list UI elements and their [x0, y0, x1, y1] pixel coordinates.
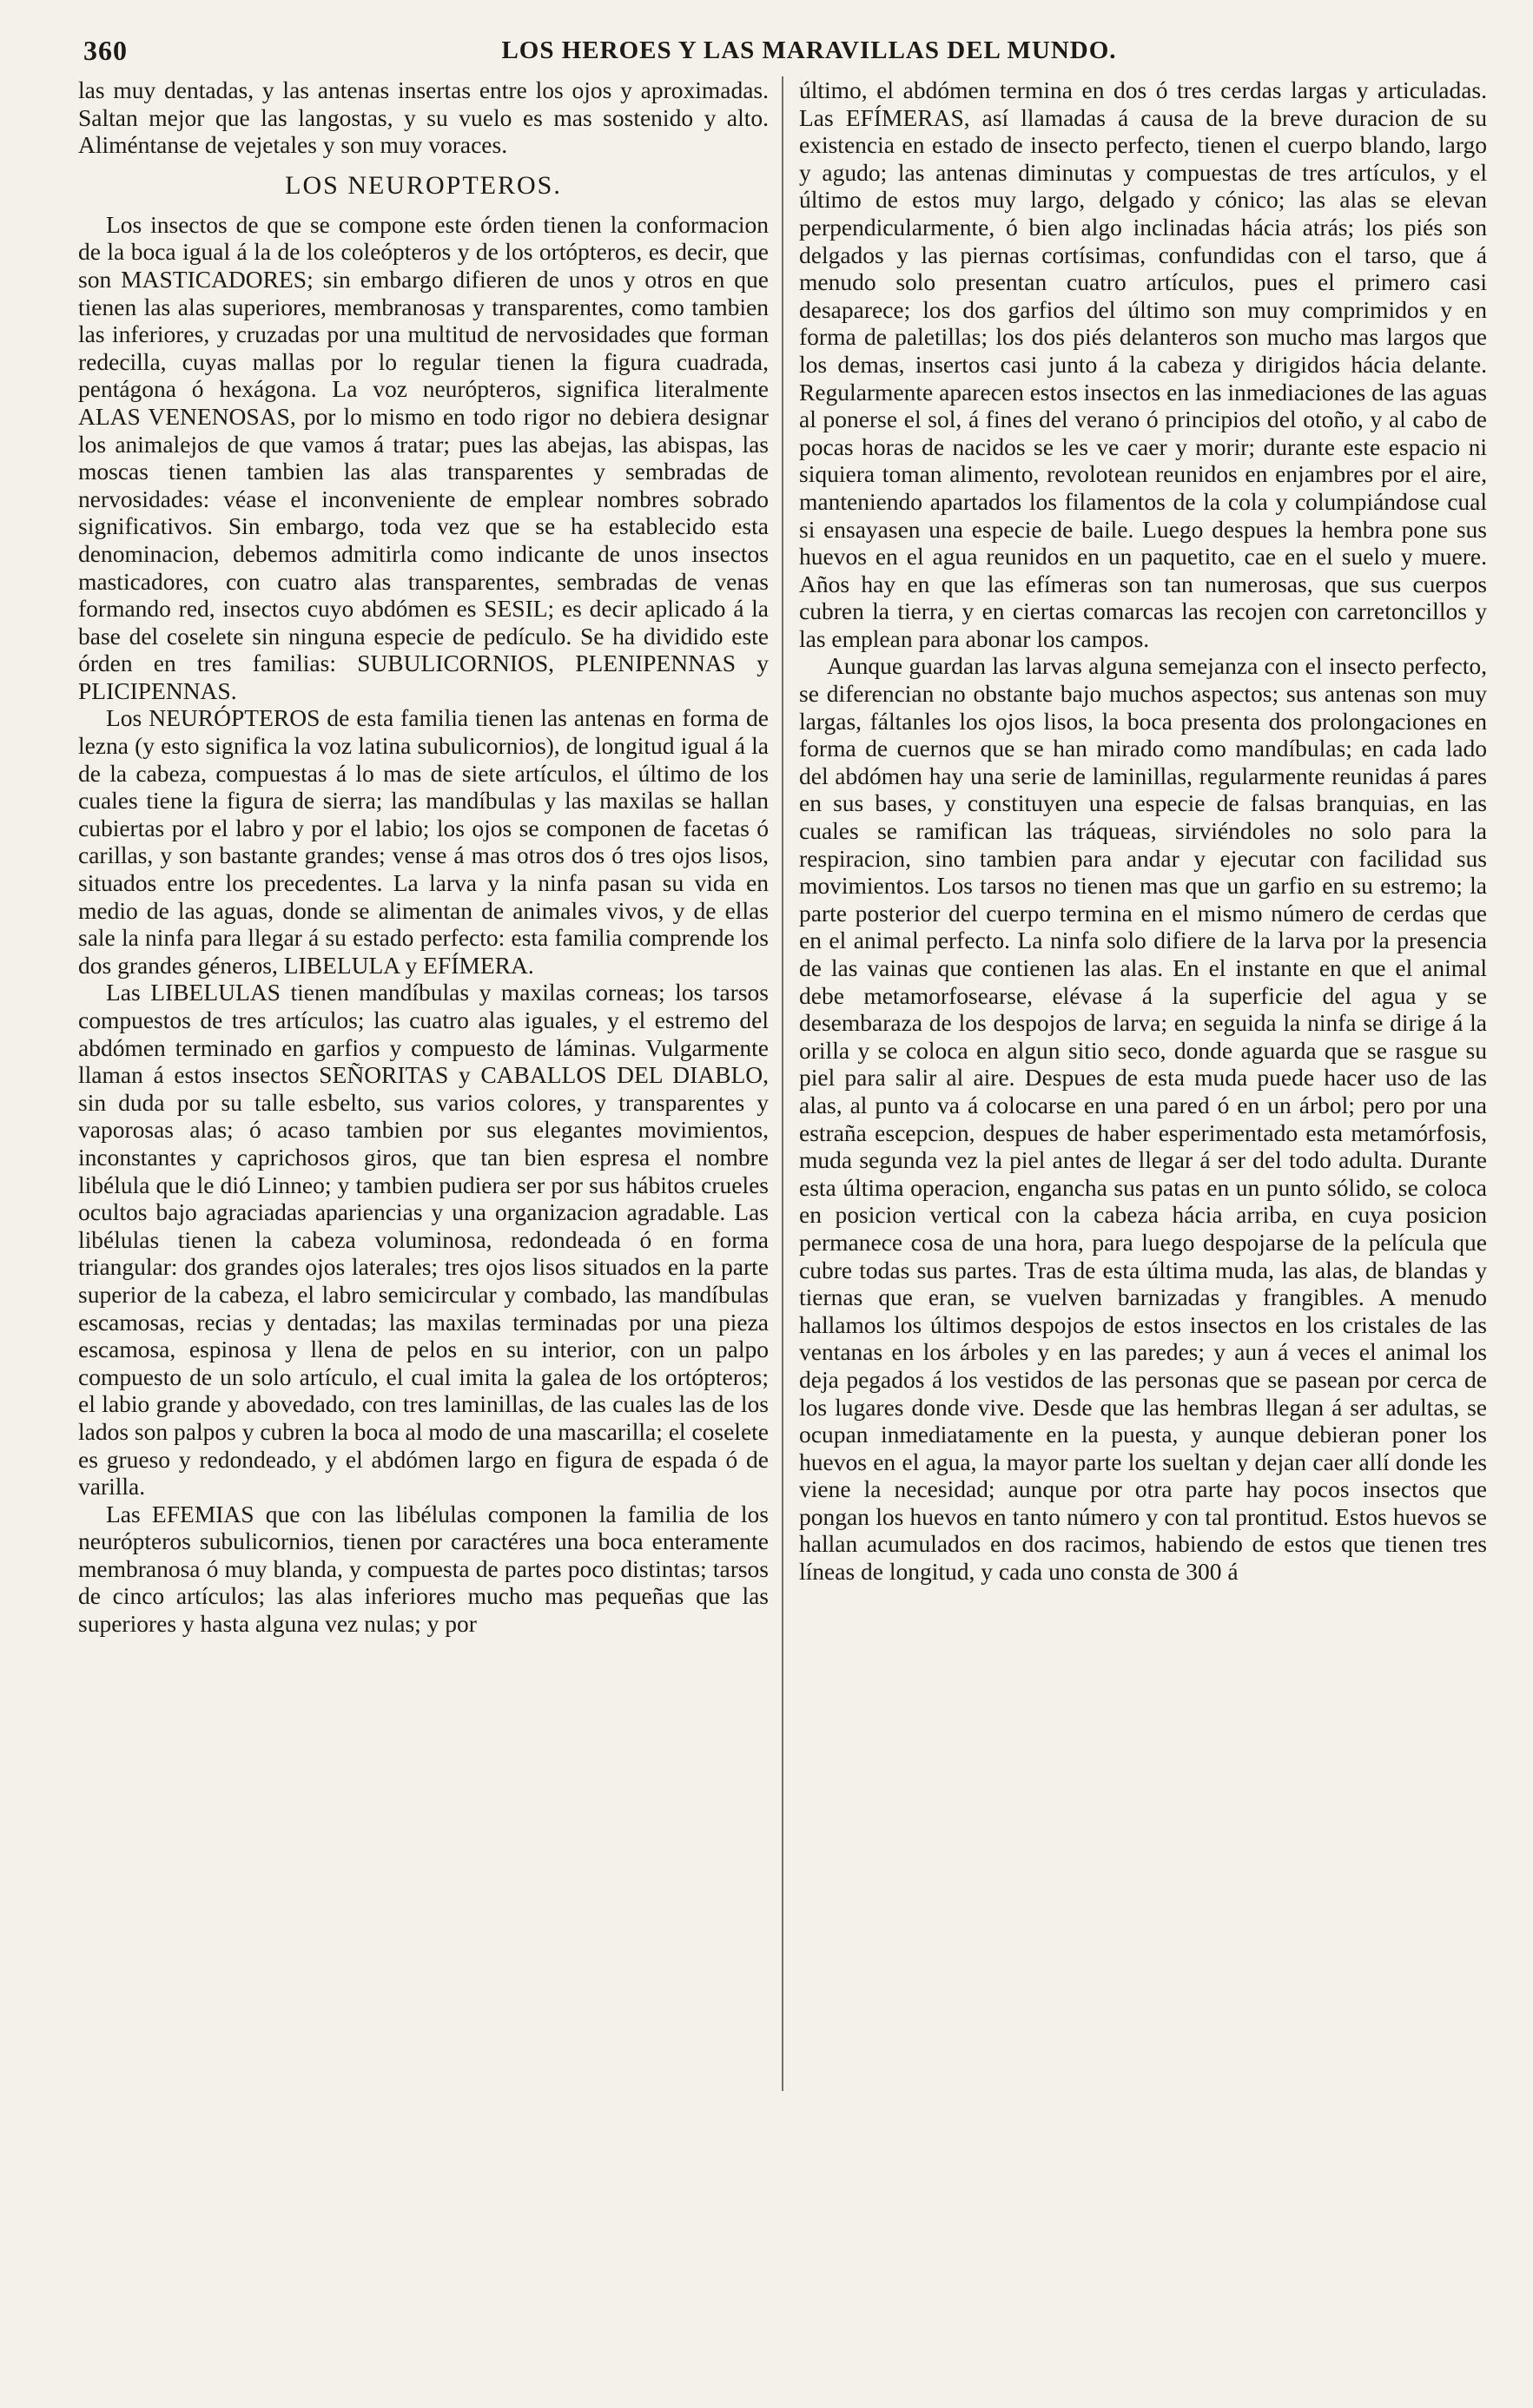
right-column: [799, 76, 1487, 2373]
left-column: [78, 76, 769, 2373]
paragraph-subulicornios: Los NEURÓPTEROS de esta familia tienen las antenas en forma de lezna (y esto significa la voz latina subulicornios), de longitud igual á la de la cabeza, compuestas á lo mas de siete artículos, el último de los cuales tiene la figura de sierra; las mandíbulas y las maxilas se hallan cubiertas por el labro y por el labio; los ojos se componen de facetas ó carillas, y son bastante grandes; vense á mas otros dos ó tres ojos lisos, situados entre los precedentes. La larva y la ninfa pasan su vida en medio de las aguas, donde se alimentan de animales vivos, y de ellas sale la ninfa para llegar á su estado perfecto: esta familia comprende los dos grandes géneros, LIBELULA y EFÍMERA.: [78, 704, 769, 979]
paragraph-libelulas: Las LIBELULAS tienen mandíbulas y maxilas corneas; los tarsos compuestos de tres artículos; las cuatro alas iguales, y el estremo del abdómen terminado en garfios y compuesto de láminas. Vulgarmente llaman á estos insectos SEÑORITAS y CABALLOS DEL DIABLO, sin duda por su talle esbelto, sus varios colores, y transparentes y vaporosas alas; ó acaso tambien por sus elegantes movimientos, inconstantes y caprichosos giros, que tan bien espresa el nombre libélula que le dió Linneo; y tambien pudiera ser por sus hábitos crueles ocultos bajo agraciadas apariencias y una organizacion agradable. Las libélulas tienen la cabeza voluminosa, redondeada ó en forma triangular: dos grandes ojos laterales; tres ojos lisos situados en la parte superior de la cabeza, el labro semicircular y combado, las mandíbulas escamosas, recias y dentadas; las maxilas terminadas por una pieza escamosa, espinosa y llena de pelos en su interior, con un palpo compuesto de un solo artículo, el cual imita la galea de los ortópteros; el labio grande y abovedado, con tres laminillas, de las cuales las de los lados son palpos y cubren la boca al modo de una mascarilla; el coselete es grueso y redondeado, y el abdómen largo en figura de espada ó de varilla.: [78, 979, 769, 1501]
paragraph-larvas: Aunque guardan las larvas alguna semejanza con el insecto perfecto, se diferencian no obstante bajo muchos aspectos; sus antenas son muy largas, fáltanles los ojos lisos, la boca presenta dos prolongaciones en forma de cuernos que se han mirado como mandíbulas; en cada lado del abdómen hay una serie de laminillas, regularmente reunidas á pares en sus bases, y constituyen una especie de falsas branquias, en las cuales se ramifican las tráqueas, sirviéndoles no solo para la respiracion, sino tambien para andar y ejecutar con facilidad sus movimientos. Los tarsos no tienen mas que un garfio en su estremo; la parte posterior del cuerpo termina en el mismo número de cerdas que en el animal perfecto. La ninfa solo difiere de la larva por la presencia de las vainas que contienen las alas. En el instante en que el animal debe metamorfosearse, elévase á la superficie del agua y se desembaraza de los despojos de larva; en seguida la ninfa se dirige á la orilla y se coloca en algun sitio seco, donde aguarda que se rasgue su piel para salir al aire. Despues de esta muda puede hacer uso de las alas, al punto va á colocarse en una pared ó en un árbol; pero por una estraña escepcion, despues de haber esperimentado esta metamórfosis, muda segunda vez la piel antes de llegar á ser del todo adulta. Durante esta última operacion, engancha sus patas en un punto sólido, se coloca en posicion vertical con la cabeza hácia arriba, en cuya posicion permanece cosa de una hora, para luego despojarse de la película que cubre todas sus partes. Tras de esta última muda, las alas, de blandas y tiernas que eran, se vuelven barnizadas y frangibles. A menudo hallamos los últimos despojos de estos insectos en los cristales de las ventanas en los árboles y en las paredes; y aun á veces el animal los deja pegados á los vestidos de las personas que se pasean por cerca de los lugares donde vive. Desde que las hembras llegan á ser adultas, se ocupan inmediatamente en la puesta, y aunque debieran poner los huevos en el agua, la mayor parte los sueltan y dejan caer allí donde les viene la necesidad; aunque por otra parte hay pocos insectos que pongan los huevos en tanto número y con tal prontitud. Estos huevos se hallan acumulados en dos racimos, habiendo de estos que tienen tres líneas de longitud, y cada uno consta de 300 á: [799, 652, 1487, 1586]
paragraph-neuropteros-intro: Los insectos de que se compone este órden tienen la conformacion de la boca igual á la de los coleópteros y de los ortópteros, es decir, que son MASTICADORES; sin embargo difieren de unos y otros en que tienen las alas superiores, membranosas y transparentes, como tambien las inferiores, y cruzadas por una multitud de nervosidades que forman redecilla, cuyas mallas por lo regular tienen la figura cuadrada, pentágona ó hexágona. La voz neurópteros, significa literalmente ALAS VENENOSAS, por lo mismo en todo rigor no debiera designar los animalejos de que vamos á tratar; pues las abejas, las abispas, las moscas tienen tambien las alas transparentes y sembradas de nervosidades: véase el inconveniente de emplear nombres sobrado significativos. Sin embargo, toda vez que se ha establecido esta denominacion, debemos admitirla como indicante de unos insectos masticadores, con cuatro alas transparentes, sembradas de venas formando red, insectos cuyo abdómen es SESIL; es decir aplicado á la base del coselete sin ninguna especie de pedículo. Se ha dividido este órden en tres familias: SUBULICORNIOS, PLENIPENNAS y PLICIPENNAS.: [78, 210, 769, 704]
paragraph-efimeras: último, el abdómen termina en dos ó tres cerdas largas y articuladas. Las EFÍMERAS, así llamadas á causa de la breve duracion de su existencia en estado de insecto perfecto, tienen el cuerpo blando, largo y agudo; las antenas diminutas y compuestas de tres artículos, y el último de estos muy largo, delgado y cónico; las alas se elevan perpendicularmente, ó bien algo inclinadas hácia atrás; los piés son delgados y las piernas cortísimas, confundidas con el tarso, que á menudo solo presentan cuatro artículos, pues el primero casi desaparece; los dos garfios del último son muy comprimidos y en forma de paletillas; los dos piés delanteros son mucho mas largos que los demas, insertos casi junto á la cabeza y dirigidos hácia delante. Regularmente aparecen estos insectos en las inmediaciones de las aguas al ponerse el sol, á fines del verano ó principios del otoño, y al cabo de pocas horas de nacidos se les ve caer y morir; durante este espacio ni siquiera toman alimento, revolotean reunidos en enjambres por el aire, manteniendo apartados los filamentos de la cola y columpiándose cual si ensayasen una especie de baile. Luego despues la hembra pone sus huevos en el agua reunidos en un paquetito, cae en el suelo y muere. Años hay en que las efímeras son tan numerosas, que sus cuerpos cubren la tierra, y en ciertas comarcas las recojen con carretoncillos y las emplean para abonar los campos.: [799, 76, 1487, 652]
page-header: [78, 35, 1488, 69]
column-divider: [782, 76, 783, 2091]
paragraph-continuation: las muy dentadas, y las antenas insertas entre los ojos y aproximadas. Saltan mejor que las langostas, y su vuelo es mas sostenido y alto. Aliméntanse de vejetales y son muy voraces.: [78, 76, 769, 159]
page-number: 360: [83, 35, 128, 66]
paragraph-efemias: Las EFEMIAS que con las libélulas componen la familia de los neurópteros subulicornios, tienen por caractéres una boca enteramente membranosa ó muy blanda, y compuesta de partes poco distintas; tarsos de cinco artículos; las alas inferiores mucho mas pequeñas que las superiores y hasta alguna vez nulas; y por: [78, 1500, 769, 1638]
running-title: LOS HEROES Y LAS MARAVILLAS DEL MUNDO.: [501, 36, 1117, 64]
text-columns: [78, 76, 1488, 2373]
section-heading: LOS NEUROPTEROS.: [285, 170, 562, 200]
